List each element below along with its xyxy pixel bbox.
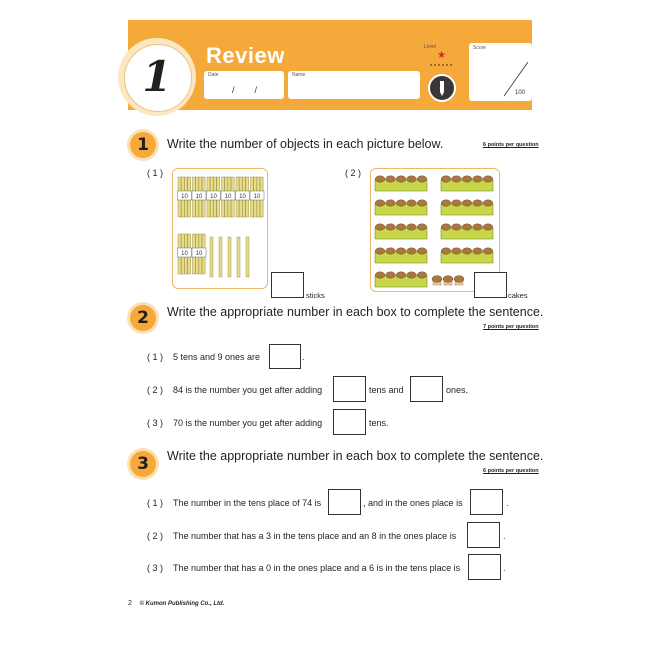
pencil-icon	[428, 74, 456, 102]
question-2-instruction: Write the appropriate number in each box to complete the sentence.	[167, 305, 544, 319]
q1-1-answer-box[interactable]	[271, 272, 304, 298]
q2-1-answer-box[interactable]	[269, 344, 301, 369]
question-1-badge: 1	[130, 132, 156, 158]
stick-bundle	[207, 177, 221, 217]
copyright: © Kumon Publishing Co., Ltd.	[139, 601, 225, 607]
q3-item-1-text-b: , and in the ones place is	[363, 498, 463, 508]
cake-tray	[375, 248, 427, 263]
q2-3-answer-box[interactable]	[333, 409, 366, 435]
level-label: Level	[424, 44, 436, 50]
q3-1-ones-answer-box[interactable]	[470, 489, 503, 515]
name-field[interactable]	[288, 71, 420, 99]
q2-item-1-text-a: 5 tens and 9 ones are	[173, 352, 261, 362]
question-1-instruction: Write the number of objects in each picture below.	[167, 137, 444, 151]
q3-item-2-text-a: The number that has a 3 in the tens place and an 8 in the ones place is	[173, 531, 457, 541]
question-3-points: 6 points per question	[483, 468, 539, 474]
loose-stick	[219, 237, 222, 277]
q2-item-2-text-b: tens and	[369, 385, 404, 395]
cake-tray	[441, 248, 493, 263]
bundle-label: 10	[181, 194, 188, 200]
date-label: Date	[208, 72, 219, 78]
page-number: 2	[128, 600, 132, 607]
unit-number: 1	[142, 52, 172, 101]
q3-item-2-label: ( 2 )	[147, 531, 164, 541]
q3-item-1-text-a: The number in the tens place of 74 is	[173, 498, 322, 508]
cake-tray	[441, 224, 493, 239]
q2-item-3-text-a: 70 is the number you get after adding	[173, 418, 323, 428]
q2-item-1-label: ( 1 )	[147, 352, 164, 362]
question-1-points: 6 points per question	[483, 142, 539, 148]
level-dots	[429, 63, 455, 68]
question-2-badge: 2	[130, 305, 156, 331]
question-2-points: 7 points per question	[483, 324, 539, 330]
sticks-illustration	[173, 169, 269, 290]
bundle-label: 10	[210, 194, 217, 200]
bundle-label: 10	[224, 194, 232, 200]
q3-3-answer-box[interactable]	[468, 554, 501, 580]
stick-bundle	[236, 177, 250, 217]
question-3-instruction: Write the appropriate number in each box to complete the sentence.	[167, 449, 544, 463]
score-total: 100	[515, 90, 526, 96]
q2-2-tens-answer-box[interactable]	[333, 376, 366, 402]
stick-bundle	[221, 177, 235, 217]
stick-bundle	[178, 234, 192, 274]
bundle-label: 10	[181, 251, 188, 257]
q2-item-2-text-c: ones.	[446, 385, 469, 395]
level-glyph-icon	[428, 74, 456, 102]
cake-tray	[441, 200, 493, 215]
level-dots-icon	[429, 63, 455, 67]
question-3-badge: 3	[130, 451, 156, 477]
sticks-picture	[172, 168, 268, 289]
q3-item-1-label: ( 1 )	[147, 498, 164, 508]
loose-stick	[210, 237, 213, 277]
q2-item-3-label: ( 3 )	[147, 418, 164, 428]
stick-bundle	[192, 234, 206, 274]
bundle-label: 10	[253, 194, 261, 200]
name-label: Name	[292, 72, 306, 78]
cake-tray	[441, 176, 493, 191]
q3-item-3-text-a: The number that has a 0 in the ones place and a 6 is in the tens place is	[173, 563, 461, 573]
q2-2-ones-answer-box[interactable]	[410, 376, 443, 402]
single-cake	[432, 276, 442, 283]
stick-bundle	[178, 177, 192, 217]
stick-bundle	[250, 177, 264, 217]
q3-item-3-text-b: .	[503, 563, 506, 573]
page-title: Review	[206, 43, 285, 68]
q2-item-3-text-b: tens.	[369, 418, 389, 428]
q1-2-unit: cakes	[508, 291, 528, 300]
q3-item-2-text-b: .	[503, 531, 506, 541]
cake-tray	[375, 176, 427, 191]
score-label: Score	[473, 45, 487, 51]
single-cake	[443, 276, 453, 283]
q3-1-tens-answer-box[interactable]	[328, 489, 361, 515]
cake-tray	[375, 224, 427, 239]
q3-item-3-label: ( 3 )	[147, 563, 164, 573]
stick-bundle	[192, 177, 206, 217]
footer	[128, 600, 224, 607]
q3-item-1-text-c: .	[506, 498, 509, 508]
cake-tray	[375, 272, 427, 287]
date-field[interactable]	[204, 71, 284, 99]
date-slashes: / /	[232, 85, 258, 95]
q2-item-2-text-a: 84 is the number you get after adding	[173, 385, 323, 395]
bundle-label: 10	[195, 251, 203, 257]
q1-2-answer-box[interactable]	[474, 272, 507, 298]
bundle-label: 10	[239, 194, 246, 200]
cake-tray	[375, 200, 427, 215]
level-star-icon: ★	[437, 50, 446, 61]
bundle-label: 10	[195, 194, 203, 200]
single-cake	[454, 276, 464, 283]
q2-item-1-text-b: .	[302, 352, 305, 362]
q1-item-2-label: ( 2 )	[345, 168, 362, 178]
q3-2-answer-box[interactable]	[467, 522, 500, 548]
loose-stick	[228, 237, 231, 277]
loose-stick	[246, 237, 249, 277]
q2-item-2-label: ( 2 )	[147, 385, 164, 395]
loose-stick	[237, 237, 240, 277]
q1-1-unit: sticks	[306, 291, 325, 300]
q1-item-1-label: ( 1 )	[147, 168, 164, 178]
